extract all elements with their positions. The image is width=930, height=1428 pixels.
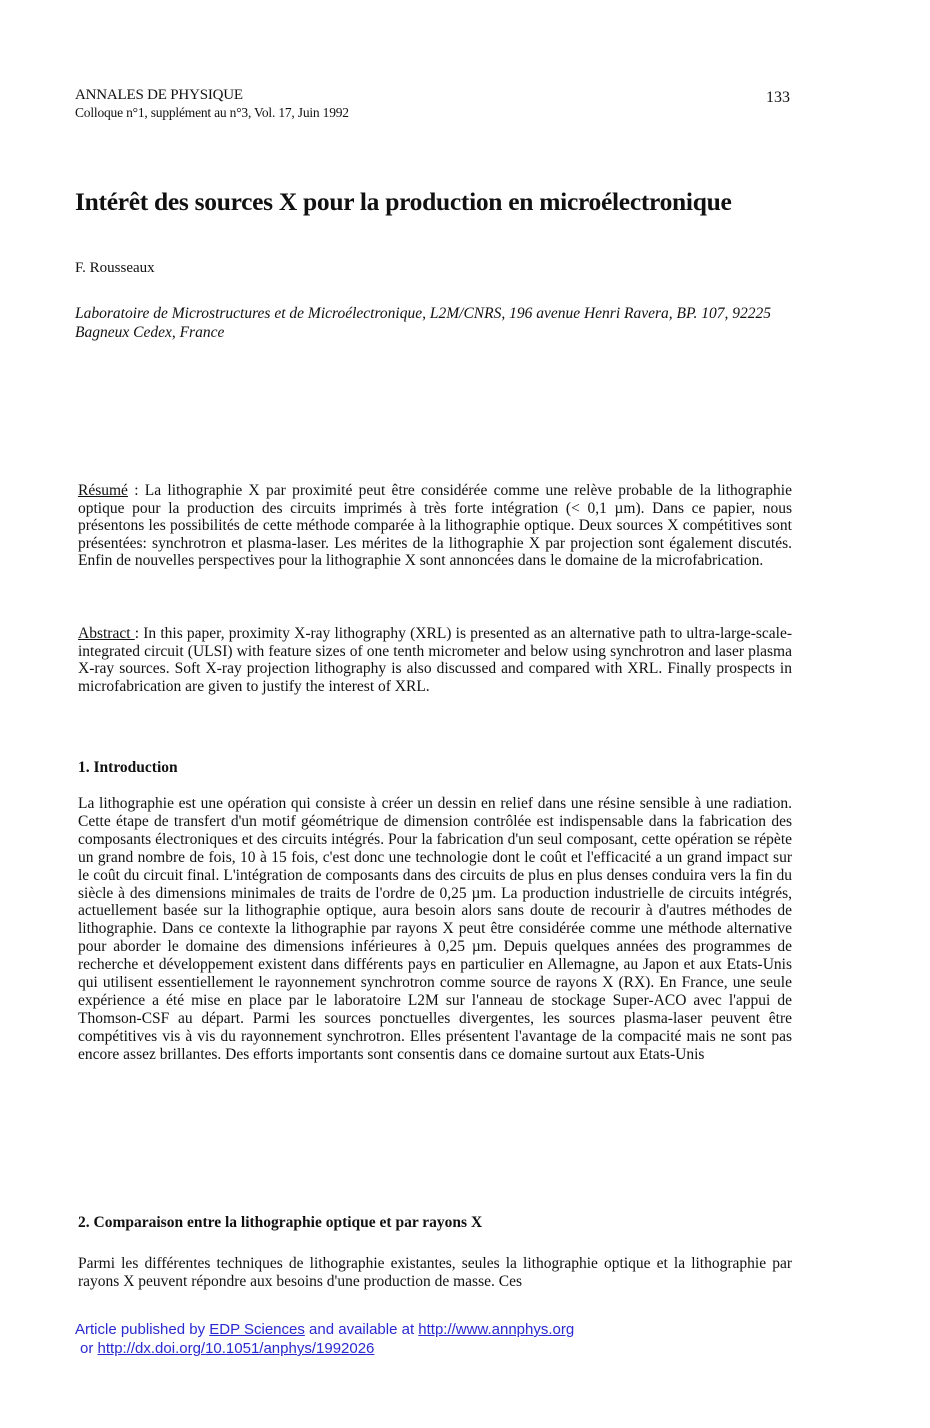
site-link[interactable]: http://www.annphys.org [418,1321,575,1338]
footer-middle: and available at [304,1321,419,1338]
journal-header [75,86,349,122]
section-heading-comparison: 2. Comparaison entre la lithographie optique et par rayons X [78,1214,483,1231]
journal-name: ANNALES DE PHYSIQUE [75,87,243,103]
abstract-french [78,482,792,570]
author: F. Rousseaux [75,260,155,276]
section-body-introduction: La lithographie est une opération qui consiste à créer un dessin en relief dans une résine sensible à une radiation. Cette étape de transfert d'un motif géométrique de dimension contrôlée est indispensable dans la fabrication des composants électroniques et des circuits intégrés. Pour la fabrication d'un seul composant, cette opération se répète un grand nombre de fois, 10 à 15 fois, c'est donc une technologie dont le coût et l'efficacité a un grand impact sur le coût du circuit final. L'intégration de composants dans des circuits de plus en plus denses conduira vers la fin du siècle à des dimensions minimales de traits de l'ordre de 0,25 µm. La production industrielle de circuits intégrés, actuellement basée sur la lithographie optique, aura besoin alors sans doute de recourir à d'autres méthodes de lithographie. Dans ce contexte la lithographie par rayons X peut être considérée comme une méthode alternative pour aborder le domaine des dimensions inférieures à 0,25 µm. Depuis quelques années des programmes de recherche et développement existent dans différents pays en particulier en Allemagne, au Japon et aux Etats-Unis qui utilisent essentiellement le rayonnement synchrotron comme source de rayons X (RX). En France, une seule expérience a été mise en place par le laboratoire L2M sur l'anneau de stockage Super-ACO avec l'appui de Thomson-CSF au départ. Parmi les sources ponctuelles divergentes, les sources plasma-laser peuvent être compétitives vis à vis du rayonnement synchrotron. Elles présentent l'avantage de la compacité mais ne sont pas encore assez brillantes. Des efforts importants sont consentis dans ce domaine surtout aux Etats-Unis [78,795,792,1063]
abstract-french-text: : La lithographie X par proximité peut être considérée comme une relève probable de la lithographie optique pour la production des circuits imprimés à très forte intégration (< 0,1 µm). Dans ce papier, nous présentons les possibilités de cette méthode comparée à la lithographie optique. Deux sources X compétitives sont présentées: synchrotron et plasma-laser. Les mérites de la lithographie X par projection sont également discutés. Enfin de nouvelles perspectives pour la lithographie X sont annoncées dans le domaine de la microfabrication. [78,482,792,570]
page-number: 133 [766,89,790,106]
footer-prefix: Article published by [75,1321,210,1338]
section-heading-introduction: 1. Introduction [78,759,178,776]
abstract-english-text: : In this paper, proximity X-ray lithography (XRL) is presented as an alternative path to ultra-large-scale-integrated circuit (ULSI) with feature sizes of one tenth micrometer and below using synchrotron and laser plasma X-ray sources. Soft X-ray projection lithography is also discussed and compared with XRL. Finally prospects in microfabrication are given to justify the interest of XRL. [78,625,792,695]
publisher-link[interactable]: EDP Sciences [209,1321,305,1338]
doi-link[interactable]: http://dx.doi.org/10.1051/anphys/1992026 [97,1340,375,1357]
section-body-comparison: Parmi les différentes techniques de lithographie existantes, seules la lithographie optique et la lithographie par rayons X peuvent répondre aux besoins d'une production de masse. Ces [78,1255,792,1290]
abstract-english-label: Abstract [78,625,135,642]
article-title: Intérêt des sources X pour la production en microélectronique [75,187,732,216]
abstract-french-label: Résumé [78,482,128,499]
footer-or: or [80,1340,98,1357]
abstract-english [78,625,792,695]
publication-footer [75,1320,574,1358]
affiliation: Laboratoire de Microstructures et de Microélectronique, L2M/CNRS, 196 avenue Henri Ravera, BP. 107, 92225 Bagneux Cedex, France [75,305,771,341]
journal-issue: Colloque n°1, supplément au n°3, Vol. 17, Juin 1992 [75,105,349,120]
